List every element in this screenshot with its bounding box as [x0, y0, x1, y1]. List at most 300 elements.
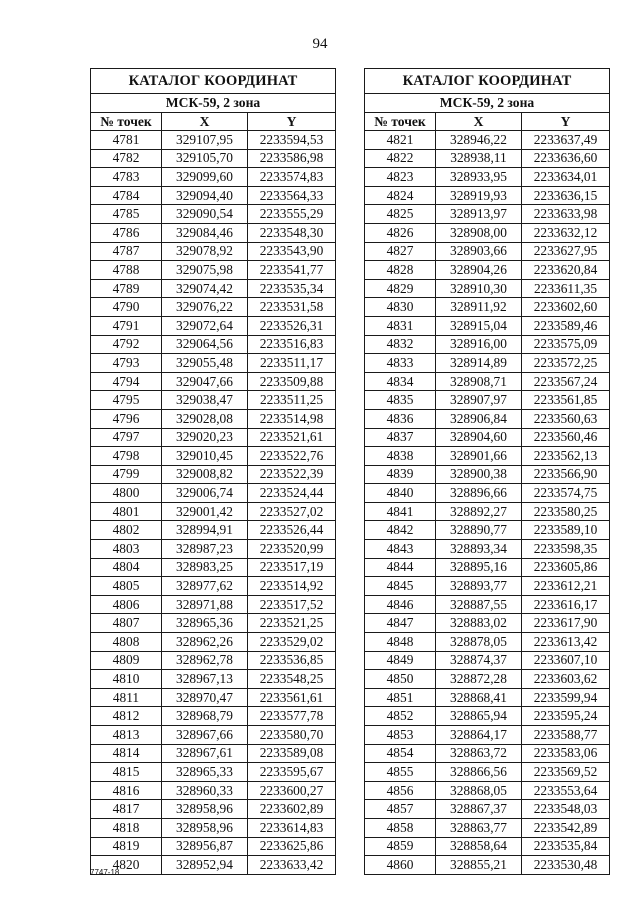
x-coordinate-cell: 328896,66 — [436, 484, 522, 503]
table-row — [365, 614, 610, 633]
table-row — [365, 279, 610, 298]
x-coordinate-cell: 328994,91 — [162, 521, 248, 540]
x-coordinate-cell: 328895,16 — [436, 558, 522, 577]
table-row — [91, 205, 336, 224]
y-coordinate-cell: 2233514,98 — [248, 409, 336, 428]
table-row — [365, 781, 610, 800]
y-coordinate-cell: 2233634,01 — [522, 168, 610, 187]
y-coordinate-cell: 2233564,33 — [248, 186, 336, 205]
point-number-cell: 4801 — [91, 502, 162, 521]
y-coordinate-cell: 2233614,83 — [248, 818, 336, 837]
x-coordinate-cell: 328970,47 — [162, 688, 248, 707]
y-coordinate-cell: 2233595,67 — [248, 763, 336, 782]
table-row — [91, 316, 336, 335]
table-row — [365, 521, 610, 540]
table-row — [365, 577, 610, 596]
point-number-cell: 4835 — [365, 391, 436, 410]
x-coordinate-cell: 328858,64 — [436, 837, 522, 856]
table-row — [91, 651, 336, 670]
y-coordinate-cell: 2233509,88 — [248, 372, 336, 391]
point-number-cell: 4856 — [365, 781, 436, 800]
table-row — [365, 447, 610, 466]
y-coordinate-cell: 2233588,77 — [522, 726, 610, 745]
y-coordinate-cell: 2233611,35 — [522, 279, 610, 298]
point-number-cell: 4848 — [365, 633, 436, 652]
table-row — [91, 447, 336, 466]
point-number-cell: 4857 — [365, 800, 436, 819]
table-row — [365, 335, 610, 354]
point-number-cell: 4789 — [91, 279, 162, 298]
y-coordinate-cell: 2233595,24 — [522, 707, 610, 726]
x-coordinate-cell: 329047,66 — [162, 372, 248, 391]
x-coordinate-cell: 328890,77 — [436, 521, 522, 540]
table-row — [365, 837, 610, 856]
point-number-cell: 4799 — [91, 465, 162, 484]
x-coordinate-cell: 329055,48 — [162, 354, 248, 373]
point-number-cell: 4858 — [365, 818, 436, 837]
table-row — [365, 149, 610, 168]
point-number-cell: 4791 — [91, 316, 162, 335]
table-row — [91, 354, 336, 373]
x-coordinate-cell: 328893,34 — [436, 540, 522, 559]
table-row — [365, 558, 610, 577]
y-coordinate-cell: 2233524,44 — [248, 484, 336, 503]
point-number-cell: 4814 — [91, 744, 162, 763]
x-coordinate-cell: 328971,88 — [162, 595, 248, 614]
table-row — [365, 131, 610, 150]
x-coordinate-cell: 328892,27 — [436, 502, 522, 521]
table-row — [91, 298, 336, 317]
table-row — [91, 595, 336, 614]
table-row — [365, 744, 610, 763]
table-body — [365, 131, 610, 875]
y-coordinate-cell: 2233637,49 — [522, 131, 610, 150]
table-row — [365, 502, 610, 521]
point-number-cell: 4815 — [91, 763, 162, 782]
table-row — [91, 837, 336, 856]
point-number-cell: 4807 — [91, 614, 162, 633]
table-row — [365, 205, 610, 224]
x-coordinate-cell: 328977,62 — [162, 577, 248, 596]
x-coordinate-cell: 328908,71 — [436, 372, 522, 391]
point-number-cell: 4852 — [365, 707, 436, 726]
y-coordinate-cell: 2233541,77 — [248, 261, 336, 280]
x-coordinate-cell: 329020,23 — [162, 428, 248, 447]
table-row — [91, 540, 336, 559]
point-number-cell: 4830 — [365, 298, 436, 317]
table-row — [365, 261, 610, 280]
table-row — [91, 502, 336, 521]
table-row — [365, 818, 610, 837]
point-number-cell: 4841 — [365, 502, 436, 521]
point-number-cell: 4806 — [91, 595, 162, 614]
point-number-cell: 4812 — [91, 707, 162, 726]
table-row — [365, 707, 610, 726]
point-number-cell: 4785 — [91, 205, 162, 224]
table-row — [365, 800, 610, 819]
y-coordinate-cell: 2233636,60 — [522, 149, 610, 168]
y-coordinate-cell: 2233553,64 — [522, 781, 610, 800]
point-number-cell: 4816 — [91, 781, 162, 800]
column-header-x: X — [162, 113, 248, 131]
x-coordinate-cell: 328863,72 — [436, 744, 522, 763]
x-coordinate-cell: 328967,61 — [162, 744, 248, 763]
point-number-cell: 4846 — [365, 595, 436, 614]
y-coordinate-cell: 2233589,46 — [522, 316, 610, 335]
table-row — [365, 670, 610, 689]
x-coordinate-cell: 328967,66 — [162, 726, 248, 745]
y-coordinate-cell: 2233561,61 — [248, 688, 336, 707]
x-coordinate-cell: 328958,96 — [162, 800, 248, 819]
table-row — [365, 168, 610, 187]
x-coordinate-cell: 329084,46 — [162, 223, 248, 242]
x-coordinate-cell: 328983,25 — [162, 558, 248, 577]
y-coordinate-cell: 2233561,85 — [522, 391, 610, 410]
point-number-cell: 4790 — [91, 298, 162, 317]
x-coordinate-cell: 329078,92 — [162, 242, 248, 261]
table-row — [365, 242, 610, 261]
point-number-cell: 4860 — [365, 856, 436, 875]
coordinate-system-label: МСК-59, 2 зона — [91, 94, 336, 113]
table-row — [365, 633, 610, 652]
table-row — [91, 149, 336, 168]
point-number-cell: 4859 — [365, 837, 436, 856]
table-row — [91, 577, 336, 596]
y-coordinate-cell: 2233536,85 — [248, 651, 336, 670]
catalog-title: КАТАЛОГ КООРДИНАТ — [91, 69, 336, 94]
table-row — [91, 707, 336, 726]
table-row — [91, 521, 336, 540]
y-coordinate-cell: 2233567,24 — [522, 372, 610, 391]
point-number-cell: 4793 — [91, 354, 162, 373]
point-number-cell: 4782 — [91, 149, 162, 168]
point-number-cell: 4809 — [91, 651, 162, 670]
point-number-cell: 4847 — [365, 614, 436, 633]
x-coordinate-cell: 328915,04 — [436, 316, 522, 335]
y-coordinate-cell: 2233535,34 — [248, 279, 336, 298]
y-coordinate-cell: 2233580,70 — [248, 726, 336, 745]
x-coordinate-cell: 329094,40 — [162, 186, 248, 205]
x-coordinate-cell: 328900,38 — [436, 465, 522, 484]
x-coordinate-cell: 328904,60 — [436, 428, 522, 447]
x-coordinate-cell: 329038,47 — [162, 391, 248, 410]
table-row — [365, 465, 610, 484]
table-row — [365, 316, 610, 335]
table-row — [91, 484, 336, 503]
y-coordinate-cell: 2233529,02 — [248, 633, 336, 652]
table-row — [91, 856, 336, 875]
table-row — [91, 223, 336, 242]
point-number-cell: 4825 — [365, 205, 436, 224]
point-number-cell: 4831 — [365, 316, 436, 335]
point-number-cell: 4821 — [365, 131, 436, 150]
table-row — [365, 688, 610, 707]
table-row — [91, 558, 336, 577]
point-number-cell: 4832 — [365, 335, 436, 354]
x-coordinate-cell: 328919,93 — [436, 186, 522, 205]
x-coordinate-cell: 328913,97 — [436, 205, 522, 224]
column-header-x: X — [436, 113, 522, 131]
y-coordinate-cell: 2233598,35 — [522, 540, 610, 559]
point-number-cell: 4842 — [365, 521, 436, 540]
y-coordinate-cell: 2233572,25 — [522, 354, 610, 373]
x-coordinate-cell: 328906,84 — [436, 409, 522, 428]
point-number-cell: 4854 — [365, 744, 436, 763]
y-coordinate-cell: 2233620,84 — [522, 261, 610, 280]
y-coordinate-cell: 2233522,76 — [248, 447, 336, 466]
table-row — [365, 428, 610, 447]
point-number-cell: 4792 — [91, 335, 162, 354]
y-coordinate-cell: 2233543,90 — [248, 242, 336, 261]
table-row — [365, 651, 610, 670]
point-number-cell: 4823 — [365, 168, 436, 187]
point-number-cell: 4850 — [365, 670, 436, 689]
document-code: 7747-18 — [90, 868, 120, 877]
point-number-cell: 4811 — [91, 688, 162, 707]
y-coordinate-cell: 2233530,48 — [522, 856, 610, 875]
point-number-cell: 4834 — [365, 372, 436, 391]
point-number-cell: 4802 — [91, 521, 162, 540]
point-number-cell: 4810 — [91, 670, 162, 689]
x-coordinate-cell: 328933,95 — [436, 168, 522, 187]
table-row — [91, 428, 336, 447]
point-number-cell: 4804 — [91, 558, 162, 577]
table-row — [91, 372, 336, 391]
x-coordinate-cell: 329099,60 — [162, 168, 248, 187]
table-row — [91, 781, 336, 800]
x-coordinate-cell: 328968,79 — [162, 707, 248, 726]
x-coordinate-cell: 329074,42 — [162, 279, 248, 298]
x-coordinate-cell: 328868,05 — [436, 781, 522, 800]
point-number-cell: 4803 — [91, 540, 162, 559]
x-coordinate-cell: 328872,28 — [436, 670, 522, 689]
table-row — [91, 633, 336, 652]
x-coordinate-cell: 328904,26 — [436, 261, 522, 280]
column-header-point-number: № точек — [91, 113, 162, 131]
table-row — [91, 744, 336, 763]
point-number-cell: 4783 — [91, 168, 162, 187]
point-number-cell: 4838 — [365, 447, 436, 466]
y-coordinate-cell: 2233517,52 — [248, 595, 336, 614]
point-number-cell: 4781 — [91, 131, 162, 150]
y-coordinate-cell: 2233583,06 — [522, 744, 610, 763]
table-row — [365, 391, 610, 410]
table-row — [365, 372, 610, 391]
catalog-title: КАТАЛОГ КООРДИНАТ — [365, 69, 610, 94]
table-row — [91, 800, 336, 819]
y-coordinate-cell: 2233574,83 — [248, 168, 336, 187]
x-coordinate-cell: 328916,00 — [436, 335, 522, 354]
x-coordinate-cell: 328883,02 — [436, 614, 522, 633]
y-coordinate-cell: 2233566,90 — [522, 465, 610, 484]
x-coordinate-cell: 328878,05 — [436, 633, 522, 652]
point-number-cell: 4817 — [91, 800, 162, 819]
x-coordinate-cell: 329028,08 — [162, 409, 248, 428]
y-coordinate-cell: 2233511,17 — [248, 354, 336, 373]
table-row — [91, 614, 336, 633]
coordinate-catalog-left — [90, 68, 336, 875]
x-coordinate-cell: 328865,94 — [436, 707, 522, 726]
point-number-cell: 4851 — [365, 688, 436, 707]
y-coordinate-cell: 2233589,08 — [248, 744, 336, 763]
y-coordinate-cell: 2233607,10 — [522, 651, 610, 670]
point-number-cell: 4845 — [365, 577, 436, 596]
point-number-cell: 4826 — [365, 223, 436, 242]
point-number-cell: 4839 — [365, 465, 436, 484]
point-number-cell: 4849 — [365, 651, 436, 670]
y-coordinate-cell: 2233627,95 — [522, 242, 610, 261]
table-row — [91, 726, 336, 745]
x-coordinate-cell: 328967,13 — [162, 670, 248, 689]
x-coordinate-cell: 328952,94 — [162, 856, 248, 875]
x-coordinate-cell: 328908,00 — [436, 223, 522, 242]
y-coordinate-cell: 2233625,86 — [248, 837, 336, 856]
point-number-cell: 4797 — [91, 428, 162, 447]
y-coordinate-cell: 2233575,09 — [522, 335, 610, 354]
point-number-cell: 4796 — [91, 409, 162, 428]
table-row — [365, 223, 610, 242]
y-coordinate-cell: 2233580,25 — [522, 502, 610, 521]
x-coordinate-cell: 328864,17 — [436, 726, 522, 745]
y-coordinate-cell: 2233589,10 — [522, 521, 610, 540]
x-coordinate-cell: 328903,66 — [436, 242, 522, 261]
point-number-cell: 4824 — [365, 186, 436, 205]
y-coordinate-cell: 2233548,30 — [248, 223, 336, 242]
table-row — [91, 465, 336, 484]
table-row — [91, 168, 336, 187]
y-coordinate-cell: 2233602,60 — [522, 298, 610, 317]
x-coordinate-cell: 328874,37 — [436, 651, 522, 670]
table-row — [91, 279, 336, 298]
y-coordinate-cell: 2233569,52 — [522, 763, 610, 782]
point-number-cell: 4794 — [91, 372, 162, 391]
table-row — [365, 595, 610, 614]
point-number-cell: 4798 — [91, 447, 162, 466]
point-number-cell: 4837 — [365, 428, 436, 447]
point-number-cell: 4828 — [365, 261, 436, 280]
point-number-cell: 4795 — [91, 391, 162, 410]
x-coordinate-cell: 329076,22 — [162, 298, 248, 317]
point-number-cell: 4827 — [365, 242, 436, 261]
point-number-cell: 4853 — [365, 726, 436, 745]
x-coordinate-cell: 329064,56 — [162, 335, 248, 354]
table-row — [365, 540, 610, 559]
y-coordinate-cell: 2233617,90 — [522, 614, 610, 633]
x-coordinate-cell: 328946,22 — [436, 131, 522, 150]
x-coordinate-cell: 329006,74 — [162, 484, 248, 503]
point-number-cell: 4855 — [365, 763, 436, 782]
column-header-point-number: № точек — [365, 113, 436, 131]
y-coordinate-cell: 2233526,44 — [248, 521, 336, 540]
y-coordinate-cell: 2233535,84 — [522, 837, 610, 856]
y-coordinate-cell: 2233516,83 — [248, 335, 336, 354]
x-coordinate-cell: 328965,36 — [162, 614, 248, 633]
y-coordinate-cell: 2233633,42 — [248, 856, 336, 875]
point-number-cell: 4820 — [91, 856, 162, 875]
point-number-cell: 4844 — [365, 558, 436, 577]
point-number-cell: 4813 — [91, 726, 162, 745]
x-coordinate-cell: 328868,41 — [436, 688, 522, 707]
y-coordinate-cell: 2233616,17 — [522, 595, 610, 614]
x-coordinate-cell: 328962,78 — [162, 651, 248, 670]
y-coordinate-cell: 2233560,46 — [522, 428, 610, 447]
point-number-cell: 4808 — [91, 633, 162, 652]
x-coordinate-cell: 328965,33 — [162, 763, 248, 782]
table-row — [365, 409, 610, 428]
x-coordinate-cell: 329010,45 — [162, 447, 248, 466]
x-coordinate-cell: 328960,33 — [162, 781, 248, 800]
x-coordinate-cell: 328911,92 — [436, 298, 522, 317]
y-coordinate-cell: 2233599,94 — [522, 688, 610, 707]
x-coordinate-cell: 328866,56 — [436, 763, 522, 782]
y-coordinate-cell: 2233520,99 — [248, 540, 336, 559]
table-row — [91, 688, 336, 707]
table-row — [91, 670, 336, 689]
y-coordinate-cell: 2233600,27 — [248, 781, 336, 800]
y-coordinate-cell: 2233613,42 — [522, 633, 610, 652]
table-row — [91, 186, 336, 205]
x-coordinate-cell: 329008,82 — [162, 465, 248, 484]
y-coordinate-cell: 2233602,89 — [248, 800, 336, 819]
table-row — [91, 409, 336, 428]
y-coordinate-cell: 2233594,53 — [248, 131, 336, 150]
y-coordinate-cell: 2233560,63 — [522, 409, 610, 428]
x-coordinate-cell: 328855,21 — [436, 856, 522, 875]
y-coordinate-cell: 2233586,98 — [248, 149, 336, 168]
table-row — [91, 391, 336, 410]
y-coordinate-cell: 2233555,29 — [248, 205, 336, 224]
y-coordinate-cell: 2233605,86 — [522, 558, 610, 577]
x-coordinate-cell: 329075,98 — [162, 261, 248, 280]
y-coordinate-cell: 2233521,25 — [248, 614, 336, 633]
y-coordinate-cell: 2233514,92 — [248, 577, 336, 596]
x-coordinate-cell: 328867,37 — [436, 800, 522, 819]
table-row — [91, 242, 336, 261]
y-coordinate-cell: 2233636,15 — [522, 186, 610, 205]
table-row — [91, 335, 336, 354]
x-coordinate-cell: 328962,26 — [162, 633, 248, 652]
table-body — [91, 131, 336, 875]
point-number-cell: 4843 — [365, 540, 436, 559]
y-coordinate-cell: 2233526,31 — [248, 316, 336, 335]
page-number: 94 — [312, 36, 328, 52]
y-coordinate-cell: 2233521,61 — [248, 428, 336, 447]
x-coordinate-cell: 328863,77 — [436, 818, 522, 837]
y-coordinate-cell: 2233548,25 — [248, 670, 336, 689]
x-coordinate-cell: 328893,77 — [436, 577, 522, 596]
table-row — [365, 726, 610, 745]
y-coordinate-cell: 2233603,62 — [522, 670, 610, 689]
x-coordinate-cell: 329072,64 — [162, 316, 248, 335]
point-number-cell: 4787 — [91, 242, 162, 261]
coordinate-catalog-right — [364, 68, 610, 875]
y-coordinate-cell: 2233542,89 — [522, 818, 610, 837]
y-coordinate-cell: 2233522,39 — [248, 465, 336, 484]
x-coordinate-cell: 328987,23 — [162, 540, 248, 559]
table-row — [365, 484, 610, 503]
x-coordinate-cell: 328907,97 — [436, 391, 522, 410]
y-coordinate-cell: 2233548,03 — [522, 800, 610, 819]
y-coordinate-cell: 2233517,19 — [248, 558, 336, 577]
x-coordinate-cell: 328887,55 — [436, 595, 522, 614]
y-coordinate-cell: 2233511,25 — [248, 391, 336, 410]
point-number-cell: 4836 — [365, 409, 436, 428]
point-number-cell: 4822 — [365, 149, 436, 168]
table-row — [365, 856, 610, 875]
table-row — [365, 186, 610, 205]
table-row — [365, 354, 610, 373]
point-number-cell: 4818 — [91, 818, 162, 837]
